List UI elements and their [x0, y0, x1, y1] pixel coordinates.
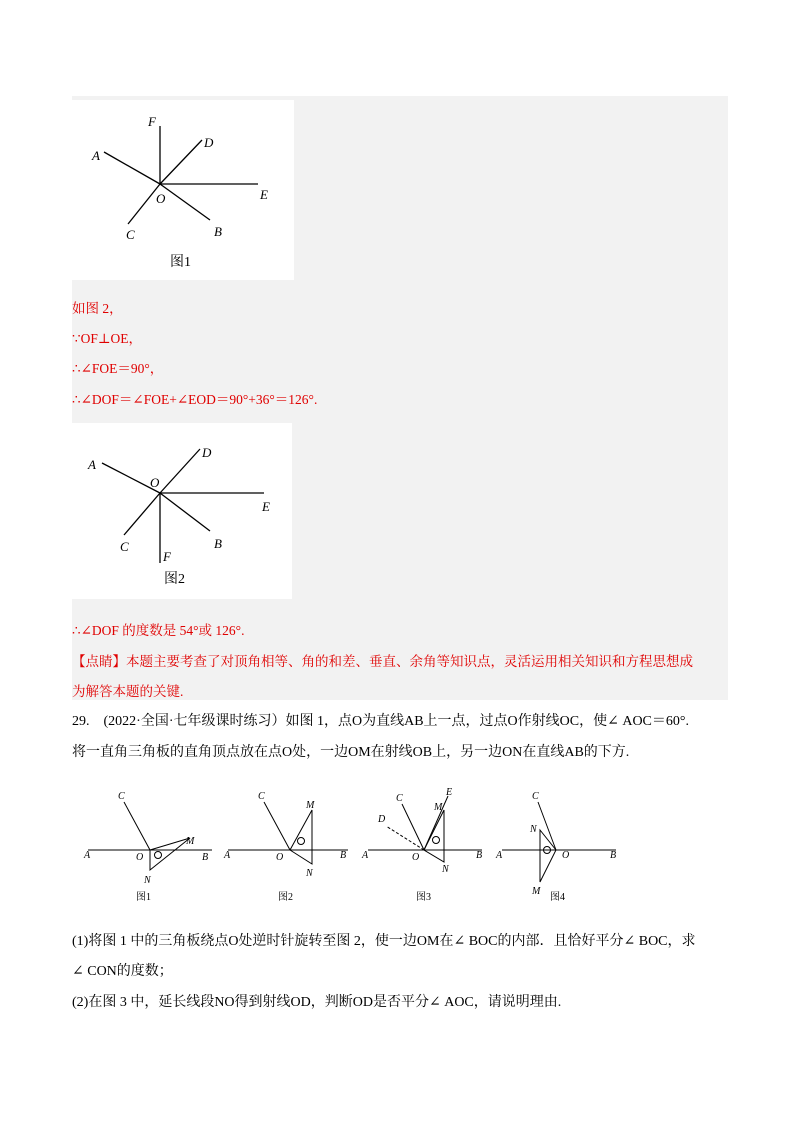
- fig4-label-N: N: [530, 824, 537, 835]
- comment-text-1: 本题主要考查了对顶角相等、角的和差、垂直、余角等知识点，灵活运用相关知识和方程思想成: [126, 654, 693, 669]
- fig2-label-C: C: [258, 791, 265, 802]
- fig4-label-A: A: [496, 850, 503, 861]
- label-O: O: [156, 191, 166, 206]
- fig3-label-M: M: [434, 802, 443, 813]
- problem-29-line-2: 将一直角三角板的直角顶点放在点O处，一边OM在射线OB上，另一边ON在直线AB的下方.: [72, 745, 630, 760]
- fig3-label-E: E: [446, 787, 453, 798]
- comment-line-2: 为解答本题的关键.: [72, 684, 184, 699]
- question-1-line-1: (1)将图 1 中的三角板绕点O处逆时针旋转至图 2，使一边OM在∠ BOC的内部．且恰好平分∠ BOC，求: [72, 934, 696, 949]
- fig1-label-A: A: [84, 850, 91, 861]
- comment-tag: 【点睛】: [72, 654, 126, 669]
- fig1-label-O: O: [136, 852, 144, 863]
- fig2-label-O: O: [276, 852, 284, 863]
- fig3-label-B: B: [476, 850, 483, 861]
- label-E: E: [260, 187, 268, 202]
- figure-1-caption: 图1: [170, 255, 191, 270]
- problem-figures-diagram: [72, 782, 632, 912]
- solution-figure-1: [72, 100, 294, 280]
- solution-line-foe: ∴∠FOE＝90°，: [72, 361, 164, 376]
- figure-1-diagram: [72, 100, 294, 280]
- problem-fig3-caption: 图3: [416, 892, 431, 903]
- fig3-label-O: O: [412, 852, 420, 863]
- fig4-label-M: M: [532, 886, 541, 897]
- question-2: (2)在图 3 中，延长线段NO得到射线OD，判断OD是否平分∠ AOC，请说明理由.: [72, 995, 562, 1010]
- fig1-label-B: B: [202, 852, 209, 863]
- fig4-label-B: B: [610, 850, 617, 861]
- solution-line-since: ∵OF⊥OE，: [72, 331, 143, 346]
- fig3-label-A: A: [362, 850, 369, 861]
- fig3-label-C: C: [396, 793, 403, 804]
- solution-answer-line: ∴∠DOF 的度数是 54°或 126°.: [72, 623, 245, 638]
- label-B: B: [214, 536, 222, 551]
- solution-line-dof: ∴∠DOF＝∠FOE+∠EOD＝90°+36°＝126°.: [72, 392, 318, 407]
- fig2-label-M: M: [306, 800, 315, 811]
- problem-fig2-caption: 图2: [278, 892, 293, 903]
- solution-figure-2: [72, 423, 292, 599]
- fig1-label-M: M: [186, 836, 195, 847]
- solution-line-intro: 如图 2，: [72, 301, 123, 316]
- question-1-line-2: ∠ CON的度数；: [72, 964, 173, 979]
- fig1-label-N: N: [144, 875, 151, 886]
- fig1-label-C: C: [118, 791, 125, 802]
- problem-fig4-caption: 图4: [550, 892, 565, 903]
- label-C: C: [126, 227, 135, 242]
- fig2-label-N: N: [306, 868, 313, 879]
- label-O: O: [150, 475, 160, 490]
- fig2-label-A: A: [224, 850, 231, 861]
- label-E: E: [262, 499, 270, 514]
- label-C: C: [120, 539, 129, 554]
- fig3-label-D: D: [378, 814, 386, 825]
- figure-2-diagram: [72, 423, 292, 599]
- label-A: A: [88, 457, 96, 472]
- label-A: A: [92, 148, 100, 163]
- fig3-label-N: N: [442, 864, 449, 875]
- fig4-label-C: C: [532, 791, 539, 802]
- problem-fig1-caption: 图1: [136, 892, 151, 903]
- label-D: D: [204, 135, 214, 150]
- label-F: F: [148, 114, 156, 129]
- figure-2-caption: 图2: [164, 572, 185, 587]
- problem-figures: [72, 782, 632, 912]
- fig2-label-B: B: [340, 850, 347, 861]
- label-F: F: [163, 549, 171, 564]
- fig4-label-O: O: [562, 850, 570, 861]
- label-B: B: [214, 224, 222, 239]
- problem-29-line-1: 29. (2022·全国·七年级课时练习）如图 1，点O为直线AB上一点，过点O作射线OC，使∠ AOC＝60°.: [72, 714, 689, 729]
- label-D: D: [202, 445, 212, 460]
- comment-line-1: [72, 650, 693, 670]
